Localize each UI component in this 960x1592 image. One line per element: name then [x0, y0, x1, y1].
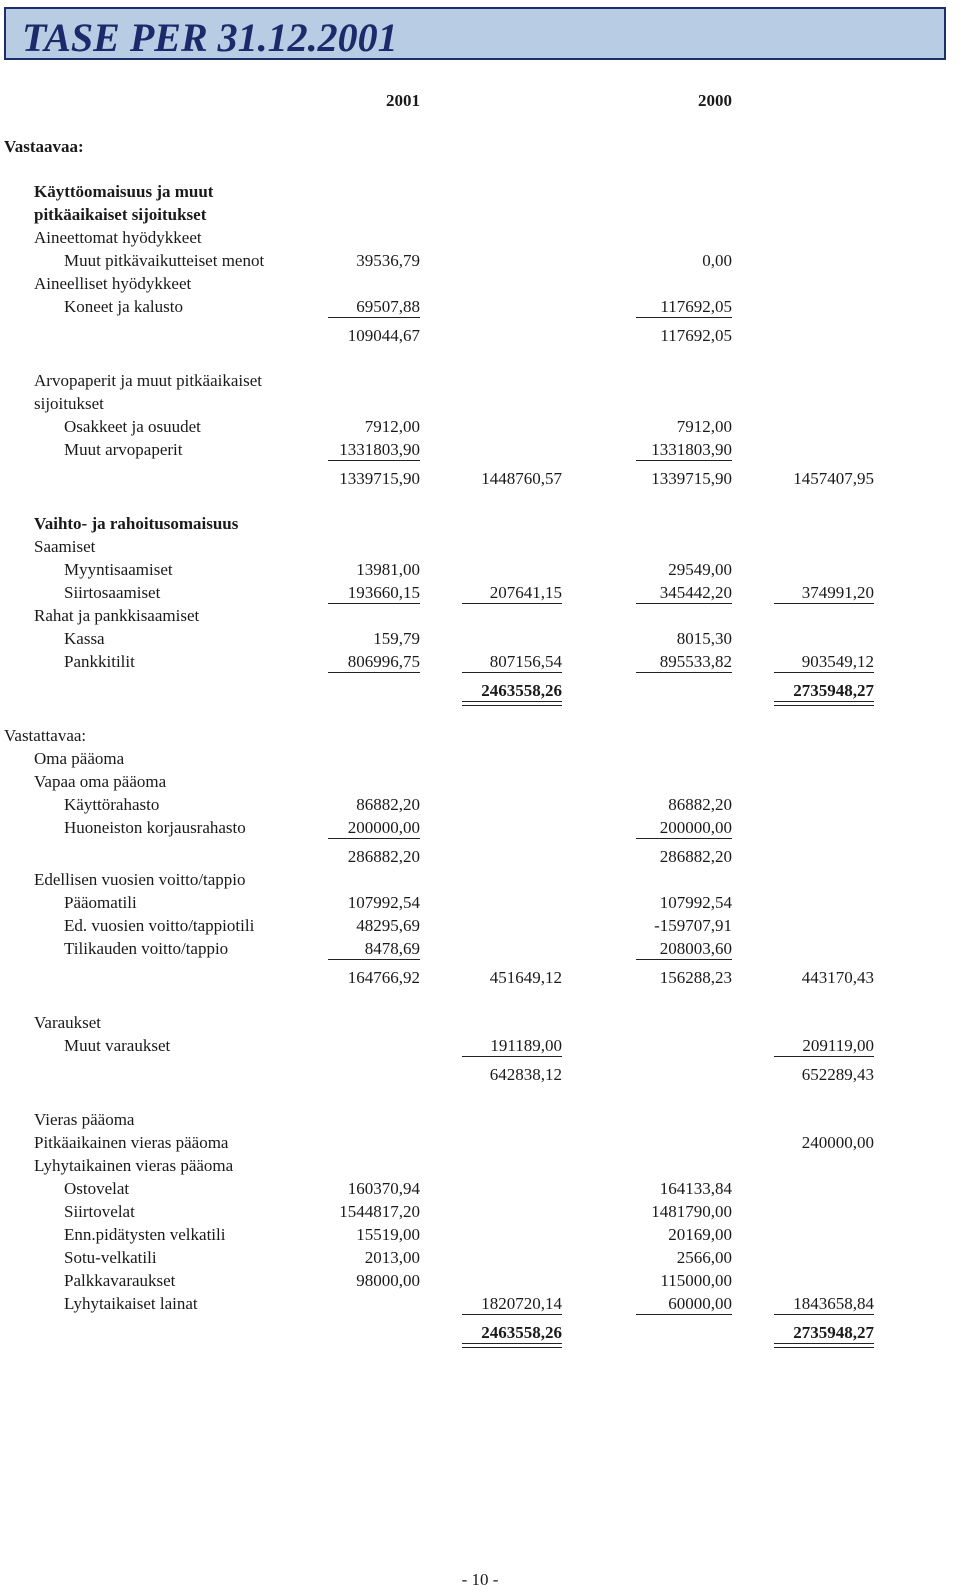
table-row — [0, 438, 960, 461]
cell-value-c1: 109044,67 — [347, 326, 420, 345]
cell-value-c2: 807156,54 — [489, 652, 562, 671]
cell-value-c3: 1331803,90 — [651, 440, 732, 459]
title-banner — [4, 7, 946, 60]
row-label: Pitkäaikainen vieras pääoma — [34, 1133, 229, 1152]
row-label: Muut varaukset — [64, 1036, 171, 1055]
cell-value-c1: 15519,00 — [356, 1225, 420, 1244]
cell-value-c4: 209119,00 — [802, 1036, 874, 1055]
row-label: Käyttörahasto — [64, 795, 160, 814]
row-label: Saamiset — [34, 537, 96, 556]
table-row — [0, 679, 960, 702]
row-label: sijoitukset — [34, 394, 104, 413]
cell-value-c1: 2013,00 — [364, 1248, 420, 1267]
row-label: Ostovelat — [64, 1179, 130, 1198]
table-row — [0, 415, 960, 438]
year-header-2001: 2001 — [386, 91, 420, 110]
cell-value-c2: 2463558,26 — [481, 681, 562, 700]
row-label: Pääomatili — [64, 893, 137, 912]
table-row — [0, 558, 960, 581]
cell-value-c2: 191189,00 — [490, 1036, 562, 1055]
cell-value-c1: 98000,00 — [356, 1271, 420, 1290]
row-label: pitkäaikaiset sijoitukset — [34, 205, 207, 224]
table-row — [0, 793, 960, 816]
cell-value-c4: 374991,20 — [801, 583, 874, 602]
table-row — [0, 295, 960, 318]
sum-underline — [462, 603, 562, 604]
row-label: Lyhytaikainen vieras pääoma — [34, 1156, 234, 1175]
table-row — [0, 1108, 960, 1131]
cell-value-c3: 86882,20 — [668, 795, 732, 814]
sum-underline — [774, 603, 874, 604]
cell-value-c1: 8478,69 — [364, 939, 420, 958]
row-label: Osakkeet ja osuudet — [64, 417, 201, 436]
cell-value-c2: 642838,12 — [489, 1065, 562, 1084]
cell-value-c1: 806996,75 — [347, 652, 420, 671]
cell-value-c3: 286882,20 — [659, 847, 732, 866]
cell-value-c3: 1481790,00 — [651, 1202, 732, 1221]
cell-value-c4: 2735948,27 — [793, 1323, 874, 1342]
table-row — [0, 1131, 960, 1154]
row-label: Siirtosaamiset — [64, 583, 161, 602]
cell-value-c3: 156288,23 — [659, 968, 732, 987]
row-label: Varaukset — [34, 1013, 102, 1032]
cell-value-c1: 160370,94 — [347, 1179, 420, 1198]
row-label: Aineettomat hyödykkeet — [34, 228, 202, 247]
cell-value-c2: 451649,12 — [489, 968, 562, 987]
table-row — [0, 770, 960, 793]
table-row — [0, 1200, 960, 1223]
cell-value-c3: 345442,20 — [659, 583, 732, 602]
cell-value-c3: 117692,05 — [660, 297, 732, 316]
cell-value-c4: 903549,12 — [801, 652, 874, 671]
table-row — [0, 966, 960, 989]
cell-value-c3: 20169,00 — [668, 1225, 732, 1244]
row-label: Siirtovelat — [64, 1202, 135, 1221]
row-label: Rahat ja pankkisaamiset — [34, 606, 200, 625]
row-label: Muut arvopaperit — [64, 440, 183, 459]
row-label: Vieras pääoma — [34, 1110, 135, 1129]
sum-underline — [774, 1314, 874, 1315]
sum-underline — [328, 317, 420, 318]
cell-value-c4: 1457407,95 — [793, 469, 874, 488]
total-double-underline — [774, 701, 874, 706]
cell-value-c1: 69507,88 — [356, 297, 420, 316]
table-row — [0, 203, 960, 226]
cell-value-c1: 1339715,90 — [339, 469, 420, 488]
table-row — [0, 1034, 960, 1057]
cell-value-c1: 193660,15 — [347, 583, 420, 602]
row-label: Oma pääoma — [34, 749, 125, 768]
cell-value-c2: 1820720,14 — [481, 1294, 562, 1313]
row-label: Tilikauden voitto/tappio — [64, 939, 229, 958]
page-number: - 10 - — [461, 1570, 499, 1589]
cell-value-c3: 2566,00 — [676, 1248, 732, 1267]
total-double-underline — [462, 1343, 562, 1348]
row-label: Myyntisaamiset — [64, 560, 173, 579]
cell-value-c3: 60000,00 — [668, 1294, 732, 1313]
sum-underline — [636, 603, 732, 604]
row-label: Pankkitilit — [64, 652, 135, 671]
table-row — [0, 891, 960, 914]
cell-value-c1: 48295,69 — [356, 916, 420, 935]
cell-value-c3: 895533,82 — [659, 652, 732, 671]
cell-value-c4: 652289,43 — [801, 1065, 874, 1084]
table-row — [0, 747, 960, 770]
cell-value-c3: 29549,00 — [668, 560, 732, 579]
sum-underline — [636, 838, 732, 839]
cell-value-c2: 1448760,57 — [481, 469, 562, 488]
sum-underline — [636, 1314, 732, 1315]
sum-underline — [636, 672, 732, 673]
row-label: Aineelliset hyödykkeet — [34, 274, 192, 293]
cell-value-c2: 2463558,26 — [481, 1323, 562, 1342]
sum-underline — [774, 672, 874, 673]
cell-value-c3: 107992,54 — [659, 893, 732, 912]
row-label: Ed. vuosien voitto/tappiotili — [64, 916, 255, 935]
cell-value-c3: 117692,05 — [660, 326, 732, 345]
cell-value-c1: 164766,92 — [347, 968, 420, 987]
cell-value-c1: 86882,20 — [356, 795, 420, 814]
sum-underline — [774, 1056, 874, 1057]
table-row — [0, 1177, 960, 1200]
cell-value-c1: 286882,20 — [347, 847, 420, 866]
cell-value-c4: 2735948,27 — [793, 681, 874, 700]
cell-value-c1: 1331803,90 — [339, 440, 420, 459]
cell-value-c4: 443170,43 — [801, 968, 874, 987]
row-label: Vastattavaa: — [4, 726, 87, 745]
table-row — [0, 369, 960, 392]
cell-value-c4: 240000,00 — [801, 1133, 874, 1152]
cell-value-c3: 200000,00 — [659, 818, 732, 837]
row-label: Palkkavaraukset — [64, 1271, 176, 1290]
sum-underline — [462, 1056, 562, 1057]
table-row — [0, 135, 960, 158]
table-row — [0, 604, 960, 627]
sum-underline — [328, 838, 420, 839]
year-header-2000: 2000 — [698, 91, 732, 110]
row-label: Enn.pidätysten velkatili — [64, 1225, 226, 1244]
table-row — [0, 627, 960, 650]
cell-value-c1: 13981,00 — [356, 560, 420, 579]
table-row — [0, 937, 960, 960]
cell-value-c3: 164133,84 — [659, 1179, 732, 1198]
table-row — [0, 249, 960, 272]
table-row — [0, 845, 960, 868]
sum-underline — [462, 1314, 562, 1315]
cell-value-c2: 207641,15 — [489, 583, 562, 602]
row-label: Koneet ja kalusto — [64, 297, 183, 316]
row-label: Huoneiston korjausrahasto — [64, 818, 246, 837]
table-row — [0, 650, 960, 673]
total-double-underline — [462, 701, 562, 706]
table-row — [0, 1292, 960, 1315]
table-row — [0, 1223, 960, 1246]
cell-value-c1: 200000,00 — [347, 818, 420, 837]
table-row — [0, 914, 960, 937]
sum-underline — [328, 672, 420, 673]
row-label: Muut pitkävaikutteiset menot — [64, 251, 265, 270]
row-label: Arvopaperit ja muut pitkäaikaiset — [34, 371, 263, 390]
total-double-underline — [774, 1343, 874, 1348]
row-label: Lyhytaikaiset lainat — [64, 1294, 198, 1313]
table-row — [0, 324, 960, 347]
cell-value-c3: 8015,30 — [676, 629, 732, 648]
table-row — [0, 180, 960, 203]
row-label: Vastaavaa: — [4, 137, 84, 156]
table-row — [0, 535, 960, 558]
table-row — [0, 512, 960, 535]
table-row — [0, 272, 960, 295]
table-row — [0, 1246, 960, 1269]
table-row — [0, 1011, 960, 1034]
page-title: TASE PER 31.12.2001 — [22, 15, 398, 60]
table-row — [0, 1269, 960, 1292]
table-row — [0, 392, 960, 415]
cell-value-c1: 1544817,20 — [339, 1202, 420, 1221]
row-label: Edellisen vuosien voitto/tappio — [34, 870, 246, 889]
table-row — [0, 816, 960, 839]
cell-value-c1: 159,79 — [373, 629, 420, 648]
cell-value-c3: 1339715,90 — [651, 469, 732, 488]
cell-value-c1: 7912,00 — [364, 417, 420, 436]
sum-underline — [328, 460, 420, 461]
table-row — [0, 724, 960, 747]
cell-value-c3: 115000,00 — [660, 1271, 732, 1290]
cell-value-c3: 0,00 — [702, 251, 732, 270]
table-row — [0, 1321, 960, 1344]
table-row — [0, 868, 960, 891]
cell-value-c1: 107992,54 — [347, 893, 420, 912]
cell-value-c3: -159707,91 — [654, 916, 732, 935]
table-row — [0, 1154, 960, 1177]
cell-value-c3: 208003,60 — [659, 939, 732, 958]
table-row — [0, 226, 960, 249]
row-label: Vapaa oma pääoma — [34, 772, 167, 791]
table-row — [0, 581, 960, 604]
row-label: Kassa — [64, 629, 105, 648]
row-label: Käyttöomaisuus ja muut — [34, 182, 214, 201]
sum-underline — [636, 317, 732, 318]
row-label: Vaihto- ja rahoitusomaisuus — [34, 514, 239, 533]
cell-value-c1: 39536,79 — [356, 251, 420, 270]
row-label: Sotu-velkatili — [64, 1248, 157, 1267]
sum-underline — [462, 672, 562, 673]
sum-underline — [328, 959, 420, 960]
table-row — [0, 467, 960, 490]
cell-value-c3: 7912,00 — [676, 417, 732, 436]
table-row — [0, 1063, 960, 1086]
cell-value-c4: 1843658,84 — [793, 1294, 874, 1313]
sum-underline — [636, 460, 732, 461]
sum-underline — [328, 603, 420, 604]
sum-underline — [636, 959, 732, 960]
